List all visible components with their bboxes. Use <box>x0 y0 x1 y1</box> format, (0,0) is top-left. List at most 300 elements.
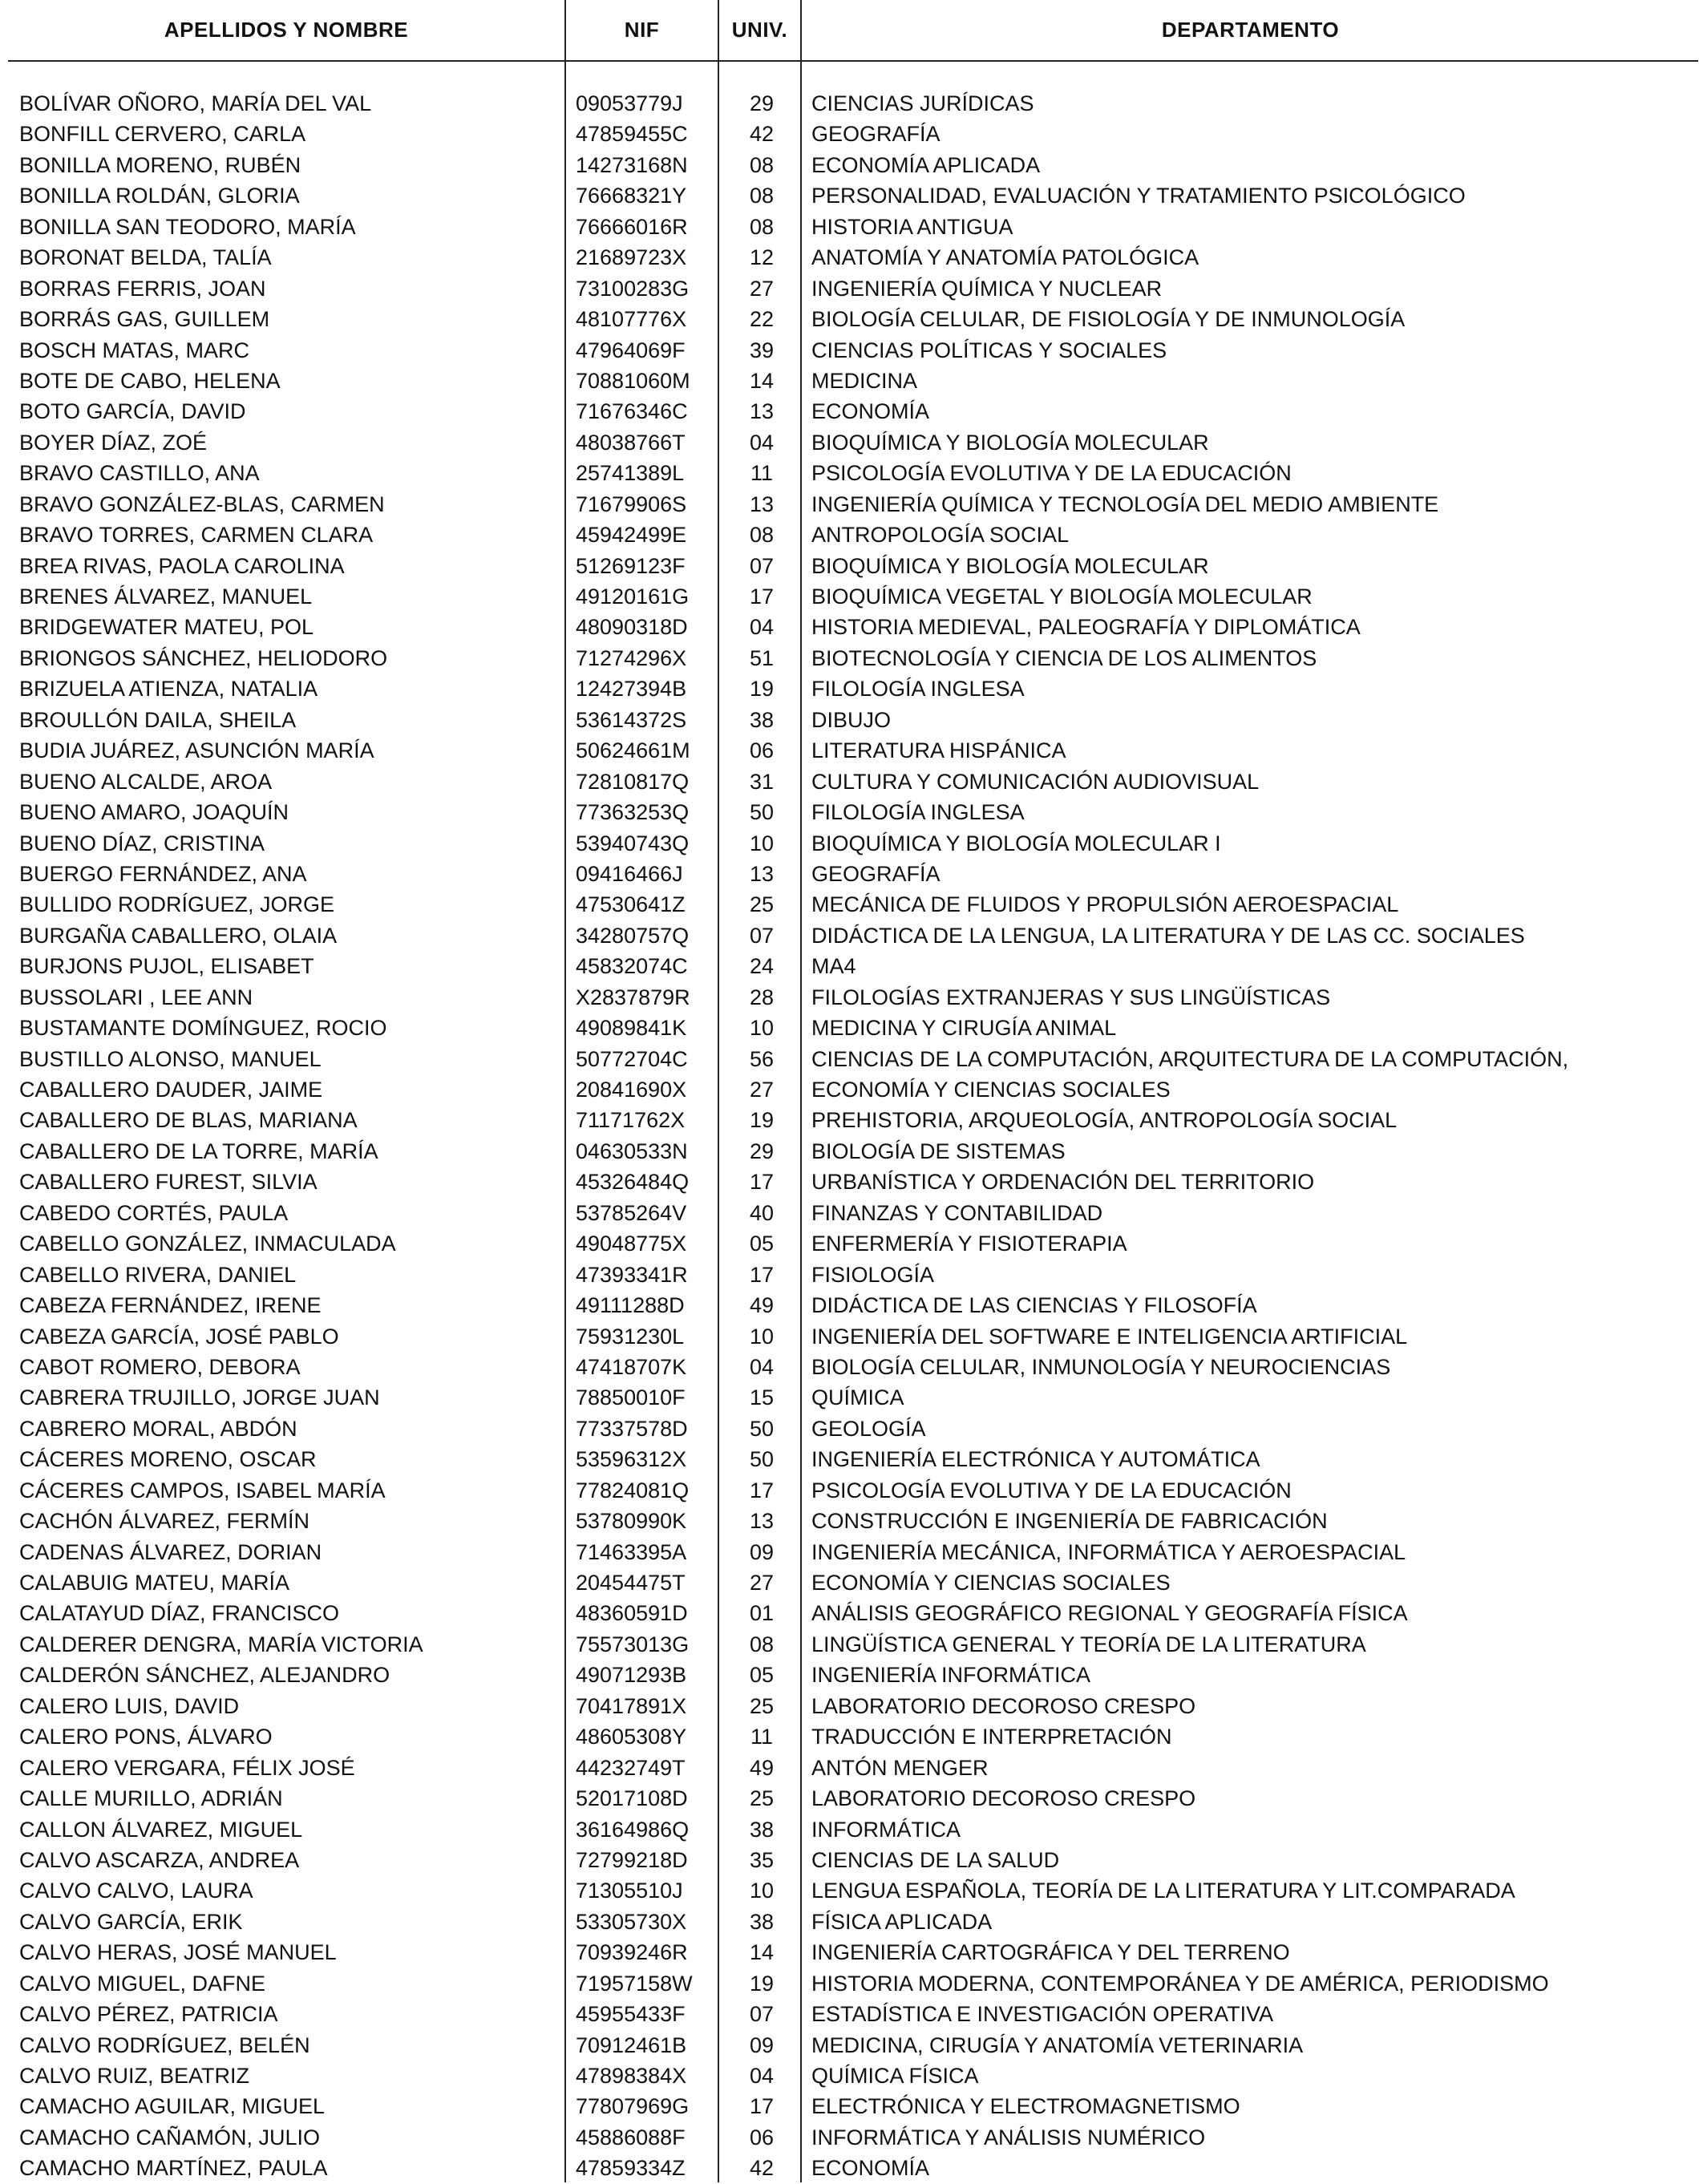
table-body <box>0 88 1699 2184</box>
header-univ: UNIV. <box>731 18 788 42</box>
cell-department: BIOLOGÍA CELULAR, DE FISIOLOGÍA Y DE INMUNOLOGÍA <box>811 307 1406 332</box>
cell-department: LABORATORIO DECOROSO CRESPO <box>811 1786 1196 1811</box>
cell-name: BORRÁS GAS, GUILLEM <box>19 307 270 332</box>
cell-nif: 70912461B <box>576 2032 687 2057</box>
cell-univ: 04 <box>749 615 775 640</box>
header-nif: NIF <box>624 18 660 42</box>
cell-nif: 51269123F <box>576 553 686 578</box>
table-row <box>0 427 1699 458</box>
table-row <box>0 1598 1699 1628</box>
cell-department: LABORATORIO DECOROSO CRESPO <box>811 1693 1196 1718</box>
cell-nif: 73100283G <box>576 276 690 301</box>
cell-department: HISTORIA ANTIGUA <box>811 214 1013 239</box>
cell-department: ECONOMÍA Y CIENCIAS SOCIALES <box>811 1078 1171 1102</box>
cell-name: CALDERER DENGRA, MARÍA VICTORIA <box>19 1632 423 1656</box>
table-row <box>0 1845 1699 1875</box>
cell-name: BUERGO FERNÁNDEZ, ANA <box>19 861 307 886</box>
cell-univ: 17 <box>749 1170 775 1195</box>
cell-department: LINGÜÍSTICA GENERAL Y TEORÍA DE LA LITERATURA <box>811 1632 1366 1656</box>
cell-name: CÁCERES CAMPOS, ISABEL MARÍA <box>19 1478 386 1503</box>
cell-department: INFORMÁTICA Y ANÁLISIS NUMÉRICO <box>811 2125 1206 2150</box>
cell-nif: 14273168N <box>576 152 688 177</box>
cell-univ: 38 <box>749 1909 775 1934</box>
cell-nif: 49089841K <box>576 1016 687 1041</box>
cell-nif: 53780990K <box>576 1509 687 1534</box>
header-name: APELLIDOS Y NOMBRE <box>164 18 409 42</box>
cell-nif: 45942499E <box>576 523 687 548</box>
table-row <box>0 920 1699 951</box>
cell-univ: 38 <box>749 1817 775 1842</box>
cell-nif: 47859455C <box>576 122 688 147</box>
cell-nif: 72799218D <box>576 1847 688 1872</box>
cell-department: GEOGRAFÍA <box>811 861 941 886</box>
cell-name: CABALLERO FUREST, SILVIA <box>19 1170 318 1195</box>
cell-department: BIOLOGÍA CELULAR, INMUNOLOGÍA Y NEUROCIENCIAS <box>811 1354 1391 1379</box>
cell-name: CABALLERO DE BLAS, MARIANA <box>19 1108 358 1133</box>
cell-univ: 22 <box>749 307 775 332</box>
cell-univ: 42 <box>749 2156 775 2181</box>
table-row <box>0 489 1699 520</box>
table-row <box>0 766 1699 797</box>
cell-nif: 53305730X <box>576 1909 687 1934</box>
cell-department: FILOLOGÍA INGLESA <box>811 800 1025 825</box>
cell-name: CABALLERO DAUDER, JAIME <box>19 1078 323 1102</box>
cell-department: MECÁNICA DE FLUIDOS Y PROPULSIÓN AEROESPACIAL <box>811 892 1399 917</box>
cell-name: BURGAÑA CABALLERO, OLAIA <box>19 923 338 948</box>
cell-name: BORONAT BELDA, TALÍA <box>19 245 272 270</box>
cell-nif: 50624661M <box>576 738 690 763</box>
table-row <box>0 520 1699 550</box>
cell-nif: 48107776X <box>576 307 687 332</box>
table-row <box>0 2030 1699 2061</box>
cell-department: MEDICINA, CIRUGÍA Y ANATOMÍA VETERINARIA <box>811 2032 1304 2057</box>
cell-name: BOYER DÍAZ, ZOÉ <box>19 430 208 455</box>
table-row <box>0 1506 1699 1536</box>
cell-nif: 45886088F <box>576 2125 686 2150</box>
cell-name: CALVO RUIZ, BEATRIZ <box>19 2064 250 2088</box>
cell-nif: 48360591D <box>576 1601 688 1626</box>
cell-name: BULLIDO RODRÍGUEZ, JORGE <box>19 892 335 917</box>
table-row <box>0 705 1699 735</box>
cell-name: BUENO AMARO, JOAQUÍN <box>19 800 289 825</box>
cell-nif: 48038766T <box>576 430 686 455</box>
cell-name: CALVO PÉREZ, PATRICIA <box>19 2002 278 2027</box>
table-row <box>0 643 1699 673</box>
cell-univ: 08 <box>749 1632 775 1656</box>
cell-name: BRIZUELA ATIENZA, NATALIA <box>19 677 318 702</box>
cell-department: DIBUJO <box>811 707 892 732</box>
cell-univ: 35 <box>749 1847 775 1872</box>
table-row <box>0 1567 1699 1598</box>
cell-department: FILOLOGÍAS EXTRANJERAS Y SUS LINGÜÍSTICAS <box>811 985 1331 1009</box>
cell-univ: 09 <box>749 1539 775 1564</box>
table-row <box>0 1290 1699 1321</box>
table-row <box>0 1907 1699 1937</box>
table-row <box>0 1691 1699 1721</box>
cell-univ: 28 <box>749 985 775 1009</box>
cell-univ: 40 <box>749 1200 775 1225</box>
cell-department: GEOLOGÍA <box>811 1416 926 1441</box>
cell-department: LENGUA ESPAÑOLA, TEORÍA DE LA LITERATURA Y LIT.COMPARADA <box>811 1879 1515 1903</box>
cell-nif: 50772704C <box>576 1046 688 1071</box>
table-row <box>0 1044 1699 1074</box>
cell-univ: 25 <box>749 1786 775 1811</box>
header-department: DEPARTAMENTO <box>1161 18 1340 42</box>
cell-department: FISIOLOGÍA <box>811 1262 935 1287</box>
cell-name: BRAVO CASTILLO, ANA <box>19 461 260 486</box>
table-row <box>0 1382 1699 1413</box>
table-row <box>0 1721 1699 1752</box>
table-row <box>0 150 1699 180</box>
cell-department: ENFERMERÍA Y FISIOTERAPIA <box>811 1232 1127 1256</box>
cell-univ: 19 <box>749 1108 775 1133</box>
cell-univ: 04 <box>749 1354 775 1379</box>
cell-name: CALERO LUIS, DAVID <box>19 1693 240 1718</box>
cell-nif: 21689723X <box>576 245 687 270</box>
cell-name: CALLON ÁLVAREZ, MIGUEL <box>19 1817 303 1842</box>
table-row <box>0 1198 1699 1228</box>
cell-nif: 45326484Q <box>576 1170 690 1195</box>
cell-univ: 25 <box>749 1693 775 1718</box>
table-row <box>0 581 1699 612</box>
table-row <box>0 1968 1699 1999</box>
cell-name: CABOT ROMERO, DEBORA <box>19 1354 301 1379</box>
cell-univ: 05 <box>749 1663 775 1688</box>
cell-univ: 10 <box>749 831 775 855</box>
cell-name: BOTE DE CABO, HELENA <box>19 368 281 393</box>
cell-univ: 13 <box>749 399 775 424</box>
table-row <box>0 551 1699 581</box>
cell-nif: 09416466J <box>576 861 683 886</box>
cell-univ: 13 <box>749 1509 775 1534</box>
cell-name: BRAVO GONZÁLEZ-BLAS, CARMEN <box>19 491 385 516</box>
cell-univ: 07 <box>749 2002 775 2027</box>
table-row <box>0 180 1699 211</box>
cell-name: CALVO MIGUEL, DAFNE <box>19 1971 266 1996</box>
cell-nif: 44232749T <box>576 1755 686 1780</box>
table-row <box>0 335 1699 366</box>
cell-univ: 15 <box>749 1385 775 1410</box>
cell-name: BUSSOLARI , LEE ANN <box>19 985 253 1009</box>
cell-department: QUÍMICA <box>811 1385 904 1410</box>
cell-name: BOSCH MATAS, MARC <box>19 338 250 362</box>
table-row <box>0 304 1699 334</box>
cell-nif: 77363253Q <box>576 800 690 825</box>
cell-nif: 71171762X <box>576 1108 686 1133</box>
table-row <box>0 828 1699 859</box>
cell-name: BUSTILLO ALONSO, MANUEL <box>19 1046 322 1071</box>
cell-name: CAMACHO AGUILAR, MIGUEL <box>19 2094 326 2119</box>
cell-nif: 20454475T <box>576 1571 686 1595</box>
cell-nif: 47393341R <box>576 1262 688 1287</box>
cell-name: CALABUIG MATEU, MARÍA <box>19 1571 290 1595</box>
header-rule <box>8 60 1698 62</box>
cell-department: PSICOLOGÍA EVOLUTIVA Y DE LA EDUCACIÓN <box>811 1478 1292 1503</box>
cell-univ: 08 <box>749 184 775 208</box>
cell-nif: 78850010F <box>576 1385 686 1410</box>
cell-nif: 71463395A <box>576 1539 687 1564</box>
cell-name: BONFILL CERVERO, CARLA <box>19 122 306 147</box>
cell-univ: 06 <box>749 738 775 763</box>
cell-univ: 49 <box>749 1293 775 1318</box>
cell-univ: 42 <box>749 122 775 147</box>
table-row <box>0 1136 1699 1167</box>
table-row <box>0 2061 1699 2091</box>
cell-name: BUENO DÍAZ, CRISTINA <box>19 831 265 855</box>
cell-name: CÁCERES MORENO, OSCAR <box>19 1447 317 1472</box>
cell-department: BIOQUÍMICA VEGETAL Y BIOLOGÍA MOLECULAR <box>811 584 1313 609</box>
cell-name: CABEZA GARCÍA, JOSÉ PABLO <box>19 1324 339 1349</box>
cell-nif: X2837879R <box>576 985 690 1009</box>
cell-nif: 70881060M <box>576 368 690 393</box>
cell-department: FÍSICA APLICADA <box>811 1909 993 1934</box>
cell-department: CIENCIAS DE LA COMPUTACIÓN, ARQUITECTURA DE LA COMPUTACIÓN, <box>811 1046 1569 1071</box>
cell-name: CABRERA TRUJILLO, JORGE JUAN <box>19 1385 380 1410</box>
cell-department: ANÁLISIS GEOGRÁFICO REGIONAL Y GEOGRAFÍA FÍSICA <box>811 1601 1408 1626</box>
cell-univ: 17 <box>749 1478 775 1503</box>
cell-nif: 53785264V <box>576 1200 687 1225</box>
cell-department: BIOQUÍMICA Y BIOLOGÍA MOLECULAR I <box>811 831 1221 855</box>
cell-nif: 70939246R <box>576 1940 688 1965</box>
cell-department: CONSTRUCCIÓN E INGENIERÍA DE FABRICACIÓN <box>811 1509 1328 1534</box>
cell-univ: 13 <box>749 861 775 886</box>
table-row <box>0 2153 1699 2183</box>
cell-name: CABEZA FERNÁNDEZ, IRENE <box>19 1293 322 1318</box>
table-row <box>0 1814 1699 1845</box>
table-row <box>0 859 1699 889</box>
cell-name: BOLÍVAR OÑORO, MARÍA DEL VAL <box>19 91 372 115</box>
table-row <box>0 396 1699 427</box>
table-row <box>0 1444 1699 1474</box>
cell-department: TRADUCCIÓN E INTERPRETACIÓN <box>811 1725 1172 1749</box>
cell-univ: 07 <box>749 923 775 948</box>
cell-department: MA4 <box>811 954 856 979</box>
cell-univ: 27 <box>749 1571 775 1595</box>
cell-univ: 50 <box>749 1416 775 1441</box>
table-row <box>0 88 1699 119</box>
cell-department: BIOQUÍMICA Y BIOLOGÍA MOLECULAR <box>811 553 1209 578</box>
cell-nif: 48605308Y <box>576 1725 687 1749</box>
table-row <box>0 1074 1699 1105</box>
cell-department: CIENCIAS DE LA SALUD <box>811 1847 1060 1872</box>
cell-univ: 29 <box>749 1139 775 1163</box>
cell-nif: 77807969G <box>576 2094 690 2119</box>
cell-name: CALVO HERAS, JOSÉ MANUEL <box>19 1940 337 1965</box>
cell-name: CALERO PONS, ÁLVARO <box>19 1725 273 1749</box>
cell-univ: 04 <box>749 2064 775 2088</box>
cell-name: CALVO RODRÍGUEZ, BELÉN <box>19 2032 310 2057</box>
table-row <box>0 1414 1699 1444</box>
cell-name: CALLE MURILLO, ADRIÁN <box>19 1786 283 1811</box>
cell-department: URBANÍSTICA Y ORDENACIÓN DEL TERRITORIO <box>811 1170 1315 1195</box>
cell-univ: 17 <box>749 1262 775 1287</box>
cell-nif: 76666016R <box>576 214 688 239</box>
cell-name: CALVO GARCÍA, ERIK <box>19 1909 243 1934</box>
cell-nif: 47418707K <box>576 1354 687 1379</box>
table-row <box>0 458 1699 488</box>
cell-nif: 47859334Z <box>576 2156 686 2181</box>
table-row <box>0 1475 1699 1506</box>
cell-univ: 50 <box>749 1447 775 1472</box>
cell-name: CALATAYUD DÍAZ, FRANCISCO <box>19 1601 340 1626</box>
cell-name: CABALLERO DE LA TORRE, MARÍA <box>19 1139 378 1163</box>
cell-nif: 71679906S <box>576 491 687 516</box>
cell-department: HISTORIA MODERNA, CONTEMPORÁNEA Y DE AMÉRICA, PERIODISMO <box>811 1971 1549 1996</box>
cell-department: ELECTRÓNICA Y ELECTROMAGNETISMO <box>811 2094 1240 2119</box>
cell-univ: 38 <box>749 707 775 732</box>
cell-univ: 13 <box>749 491 775 516</box>
cell-department: PERSONALIDAD, EVALUACIÓN Y TRATAMIENTO PSICOLÓGICO <box>811 184 1466 208</box>
cell-department: PREHISTORIA, ARQUEOLOGÍA, ANTROPOLOGÍA SOCIAL <box>811 1108 1398 1133</box>
cell-univ: 51 <box>749 645 775 670</box>
cell-nif: 48090318D <box>576 615 688 640</box>
cell-univ: 14 <box>749 1940 775 1965</box>
cell-department: CIENCIAS JURÍDICAS <box>811 91 1034 115</box>
cell-name: CABELLO RIVERA, DANIEL <box>19 1262 297 1287</box>
table-row <box>0 119 1699 149</box>
cell-department: INGENIERÍA MECÁNICA, INFORMÁTICA Y AEROESPACIAL <box>811 1539 1406 1564</box>
cell-name: BONILLA MORENO, RUBÉN <box>19 152 301 177</box>
table-row <box>0 2122 1699 2153</box>
cell-univ: 10 <box>749 1324 775 1349</box>
cell-nif: 53940743Q <box>576 831 690 855</box>
cell-univ: 25 <box>749 892 775 917</box>
table-row <box>0 889 1699 920</box>
cell-name: CALDERÓN SÁNCHEZ, ALEJANDRO <box>19 1663 390 1688</box>
cell-univ: 50 <box>749 800 775 825</box>
cell-univ: 17 <box>749 584 775 609</box>
cell-nif: 25741389L <box>576 461 685 486</box>
table-row <box>0 1013 1699 1043</box>
cell-department: DIDÁCTICA DE LAS CIENCIAS Y FILOSOFÍA <box>811 1293 1257 1318</box>
table-row <box>0 212 1699 242</box>
cell-name: CADENAS ÁLVAREZ, DORIAN <box>19 1539 322 1564</box>
cell-univ: 07 <box>749 553 775 578</box>
cell-nif: 09053779J <box>576 91 683 115</box>
cell-nif: 36164986Q <box>576 1817 690 1842</box>
cell-name: BUENO ALCALDE, AROA <box>19 769 273 794</box>
cell-name: CABEDO CORTÉS, PAULA <box>19 1200 289 1225</box>
cell-department: DIDÁCTICA DE LA LENGUA, LA LITERATURA Y DE LAS CC. SOCIALES <box>811 923 1525 948</box>
cell-department: ANTROPOLOGÍA SOCIAL <box>811 523 1070 548</box>
table-row <box>0 1352 1699 1382</box>
cell-univ: 19 <box>749 677 775 702</box>
cell-nif: 47964069F <box>576 338 686 362</box>
cell-univ: 19 <box>749 1971 775 1996</box>
cell-name: BRENES ÁLVAREZ, MANUEL <box>19 584 313 609</box>
table-row <box>0 797 1699 827</box>
cell-department: GEOGRAFÍA <box>811 122 941 147</box>
cell-name: BONILLA SAN TEODORO, MARÍA <box>19 214 356 239</box>
table-row <box>0 1105 1699 1135</box>
cell-name: BRIDGEWATER MATEU, POL <box>19 615 314 640</box>
cell-name: CABELLO GONZÁLEZ, INMACULADA <box>19 1232 396 1256</box>
table-row <box>0 1321 1699 1352</box>
cell-department: ECONOMÍA APLICADA <box>811 152 1041 177</box>
table-row <box>0 612 1699 642</box>
cell-name: BORRAS FERRIS, JOAN <box>19 276 266 301</box>
cell-univ: 11 <box>750 1725 774 1749</box>
cell-univ: 10 <box>749 1879 775 1903</box>
cell-nif: 34280757Q <box>576 923 690 948</box>
table-row <box>0 242 1699 273</box>
cell-nif: 49111288D <box>576 1293 685 1318</box>
cell-name: BRAVO TORRES, CARMEN CLARA <box>19 523 374 548</box>
cell-univ: 39 <box>749 338 775 362</box>
cell-department: INGENIERÍA QUÍMICA Y NUCLEAR <box>811 276 1163 301</box>
table-row <box>0 1260 1699 1290</box>
cell-nif: 52017108D <box>576 1786 688 1811</box>
cell-name: CACHÓN ÁLVAREZ, FERMÍN <box>19 1509 310 1534</box>
table-row <box>0 1167 1699 1197</box>
cell-department: PSICOLOGÍA EVOLUTIVA Y DE LA EDUCACIÓN <box>811 461 1292 486</box>
cell-department: ANATOMÍA Y ANATOMÍA PATOLÓGICA <box>811 245 1199 270</box>
cell-department: INGENIERÍA ELECTRÓNICA Y AUTOMÁTICA <box>811 1447 1260 1472</box>
cell-univ: 10 <box>749 1016 775 1041</box>
cell-department: BIOLOGÍA DE SISTEMAS <box>811 1139 1066 1163</box>
cell-department: QUÍMICA FÍSICA <box>811 2064 979 2088</box>
cell-department: INFORMÁTICA <box>811 1817 961 1842</box>
cell-nif: 45955433F <box>576 2002 686 2027</box>
cell-nif: 71676346C <box>576 399 688 424</box>
cell-department: ESTADÍSTICA E INVESTIGACIÓN OPERATIVA <box>811 2002 1274 2027</box>
cell-nif: 75931230L <box>576 1324 685 1349</box>
table-row <box>0 735 1699 766</box>
cell-univ: 08 <box>749 523 775 548</box>
cell-univ: 31 <box>749 769 775 794</box>
cell-department: INGENIERÍA INFORMÁTICA <box>811 1663 1091 1688</box>
cell-univ: 29 <box>749 91 775 115</box>
cell-nif: 47898384X <box>576 2064 687 2088</box>
cell-department: INGENIERÍA DEL SOFTWARE E INTELIGENCIA ARTIFICIAL <box>811 1324 1408 1349</box>
cell-nif: 47530641Z <box>576 892 686 917</box>
cell-univ: 27 <box>749 276 775 301</box>
cell-name: CAMACHO CAÑAMÓN, JULIO <box>19 2125 321 2150</box>
cell-department: LITERATURA HISPÁNICA <box>811 738 1066 763</box>
cell-nif: 49071293B <box>576 1663 687 1688</box>
table-row <box>0 1753 1699 1783</box>
cell-department: BIOTECNOLOGÍA Y CIENCIA DE LOS ALIMENTOS <box>811 645 1317 670</box>
cell-name: CALVO ASCARZA, ANDREA <box>19 1847 300 1872</box>
cell-department: ANTÓN MENGER <box>811 1755 989 1780</box>
cell-department: FINANZAS Y CONTABILIDAD <box>811 1200 1103 1225</box>
cell-department: MEDICINA <box>811 368 918 393</box>
cell-univ: 56 <box>749 1046 775 1071</box>
cell-name: BONILLA ROLDÁN, GLORIA <box>19 184 300 208</box>
cell-nif: 70417891X <box>576 1693 687 1718</box>
table-row <box>0 1660 1699 1690</box>
cell-nif: 76668321Y <box>576 184 687 208</box>
cell-name: BREA RIVAS, PAOLA CAROLINA <box>19 553 345 578</box>
cell-nif: 49048775X <box>576 1232 687 1256</box>
cell-name: CAMACHO MARTÍNEZ, PAULA <box>19 2156 328 2181</box>
cell-univ: 09 <box>749 2032 775 2057</box>
cell-name: CALVO CALVO, LAURA <box>19 1879 253 1903</box>
table-row <box>0 1999 1699 2029</box>
table-row <box>0 1228 1699 1259</box>
cell-name: BRIONGOS SÁNCHEZ, HELIODORO <box>19 645 388 670</box>
cell-nif: 71305510J <box>576 1879 683 1903</box>
cell-name: BURJONS PUJOL, ELISABET <box>19 954 314 979</box>
table-row <box>0 1937 1699 1968</box>
cell-name: CALERO VERGARA, FÉLIX JOSÉ <box>19 1755 355 1780</box>
cell-department: MEDICINA Y CIRUGÍA ANIMAL <box>811 1016 1117 1041</box>
cell-nif: 53614372S <box>576 707 687 732</box>
cell-univ: 11 <box>750 461 774 486</box>
cell-nif: 04630533N <box>576 1139 688 1163</box>
cell-department: BIOQUÍMICA Y BIOLOGÍA MOLECULAR <box>811 430 1209 455</box>
cell-department: ECONOMÍA Y CIENCIAS SOCIALES <box>811 1571 1171 1595</box>
